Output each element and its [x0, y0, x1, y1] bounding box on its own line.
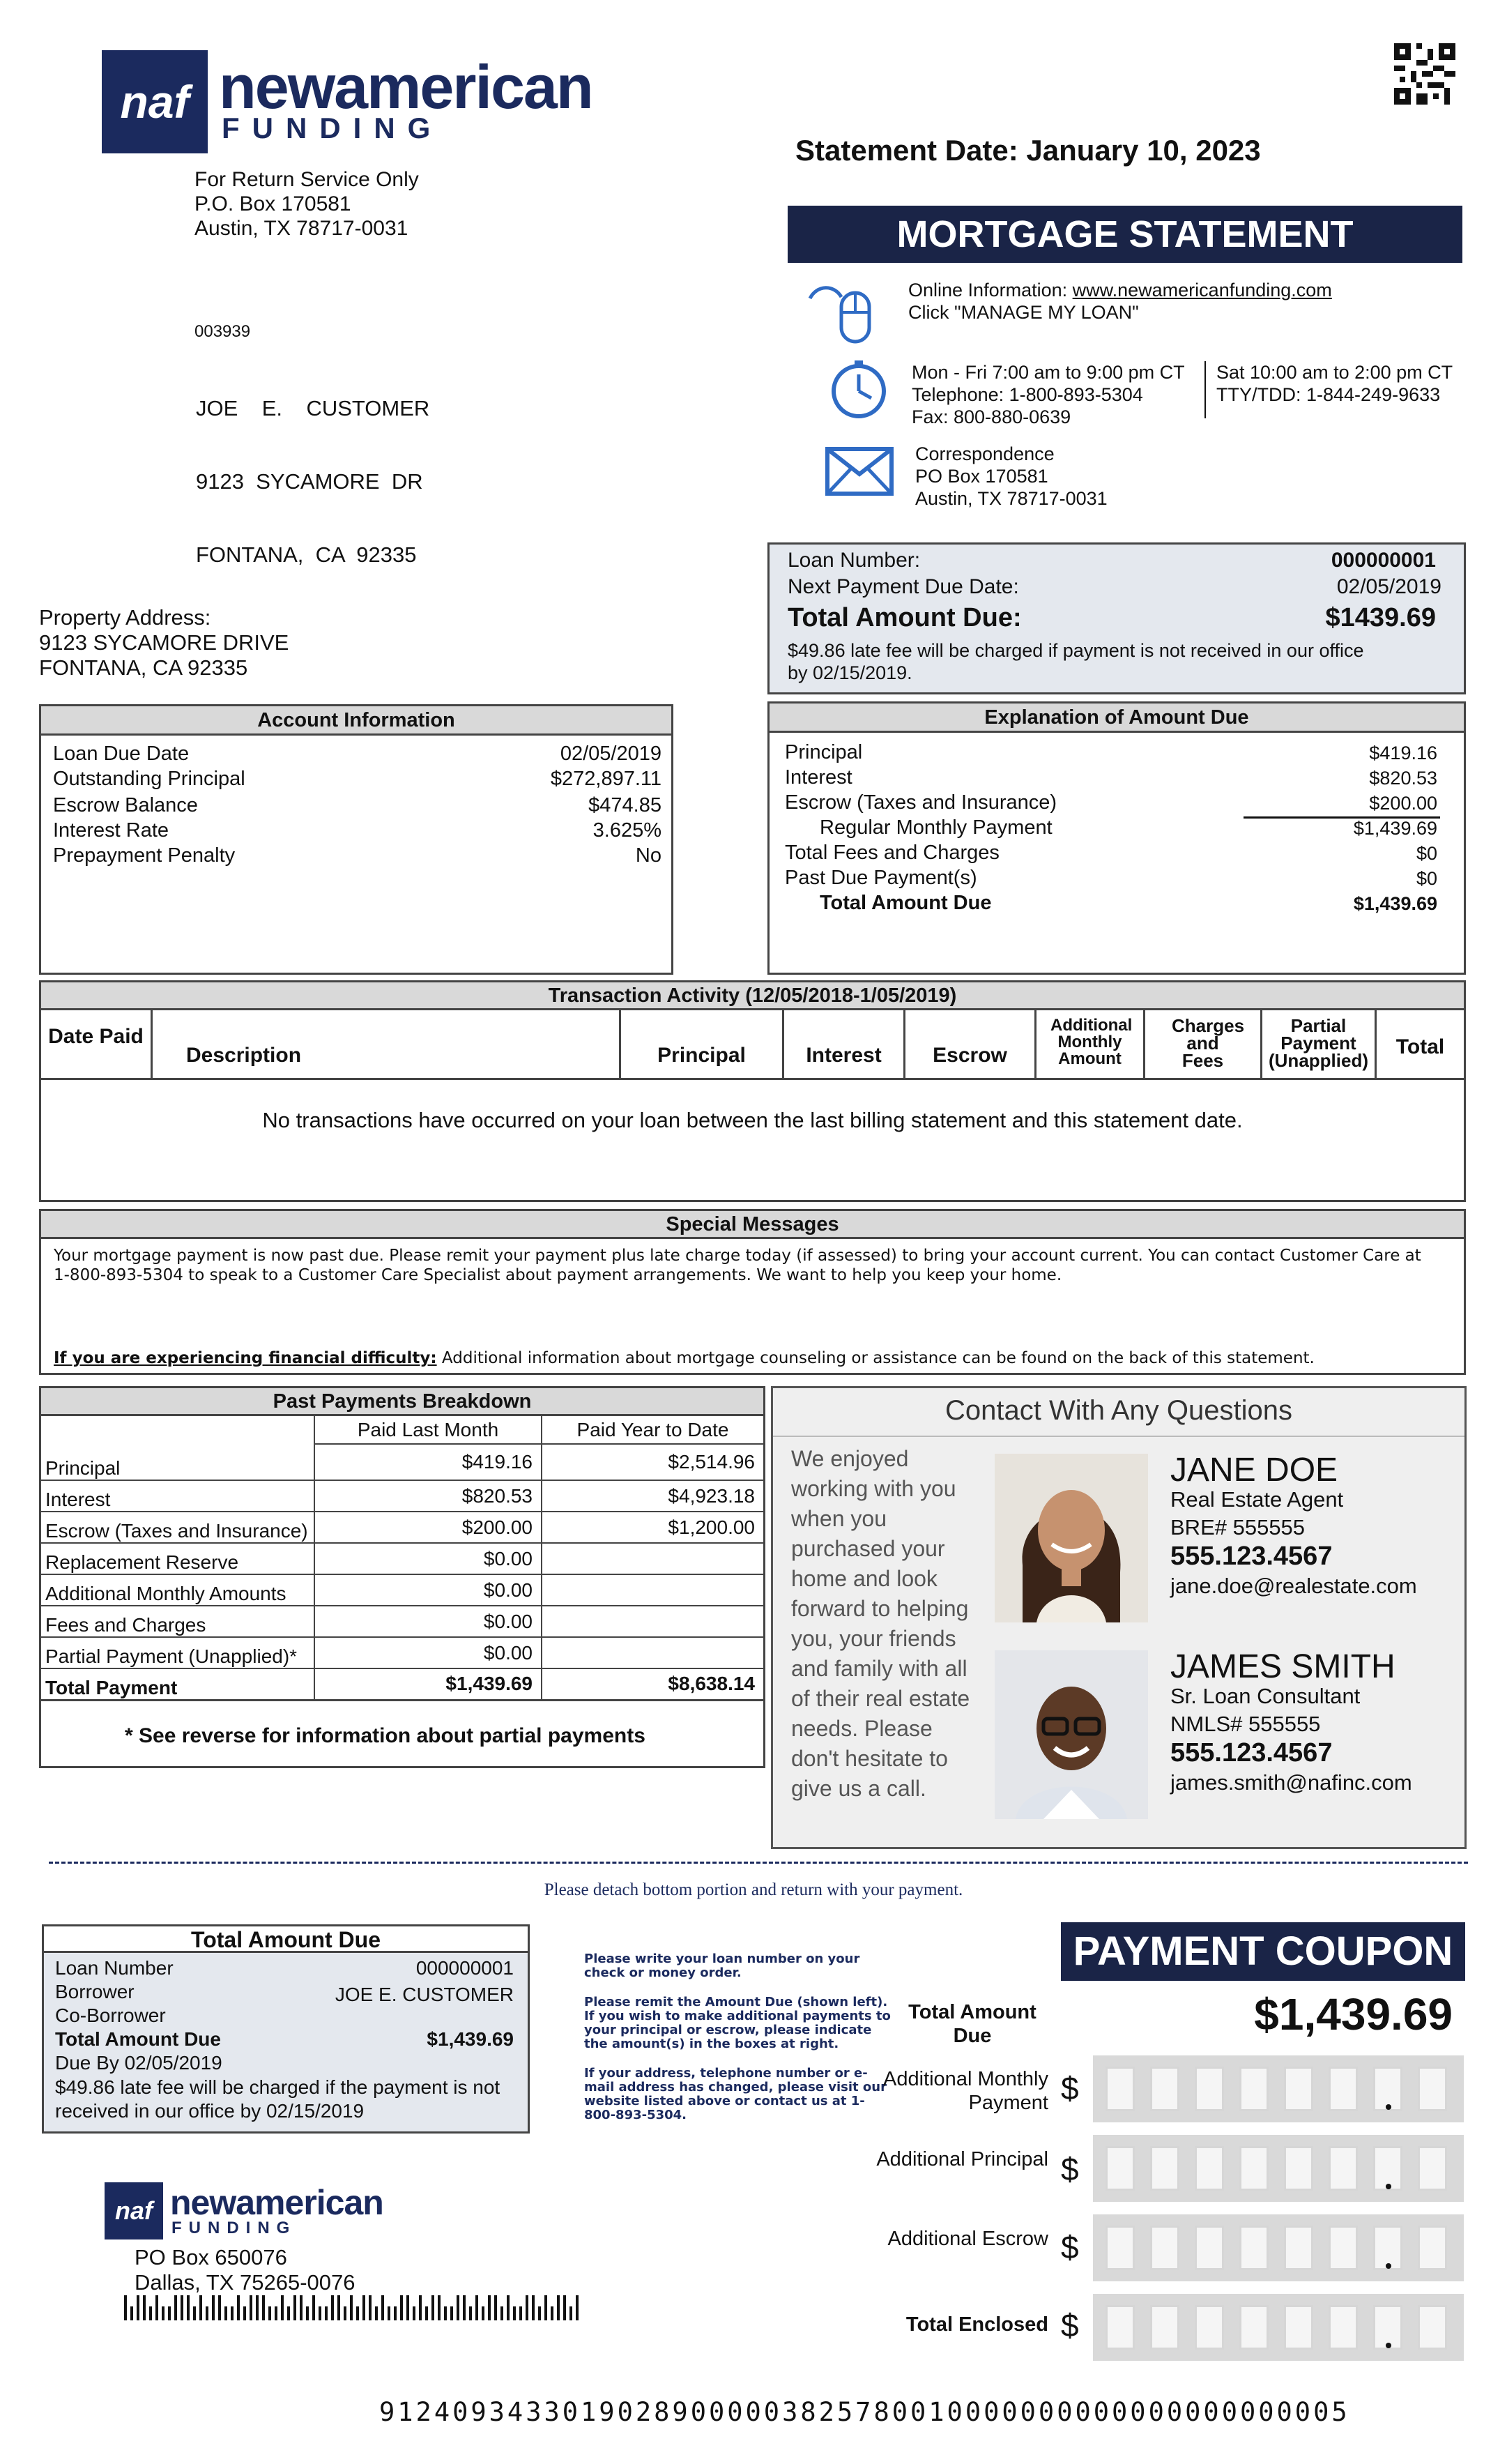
- barcode-bar: [438, 2295, 441, 2320]
- dollar-sign: $: [1061, 2229, 1079, 2265]
- total-due-amount: $1439.69: [1325, 603, 1436, 632]
- col-escrow: Escrow: [905, 1010, 1036, 1078]
- contact-name: JANE DOE: [1170, 1452, 1338, 1489]
- return-line: For Return Service Only: [194, 168, 419, 191]
- col-principal: Principal: [621, 1010, 784, 1078]
- coupon-loan-number: 000000001: [415, 1957, 514, 1979]
- return-line: Austin, TX 78717-0031: [194, 217, 408, 240]
- online-line: [908, 279, 1332, 301]
- digit-box[interactable]: [1195, 2067, 1224, 2111]
- barcode-bar: [362, 2295, 365, 2320]
- paid-last-month-header: Paid Last Month: [314, 1416, 542, 1444]
- website-link[interactable]: www.newamericanfunding.com: [1072, 280, 1332, 301]
- qr-code-icon: [1394, 43, 1455, 105]
- coupon-borrower-label: Borrower: [55, 1981, 135, 2002]
- coupon-coborrower-label: Co-Borrower: [55, 2005, 166, 2026]
- hours-line: Sat 10:00 am to 2:00 pm CT: [1216, 362, 1453, 383]
- barcode-bar: [457, 2295, 459, 2320]
- digit-box[interactable]: [1418, 2067, 1447, 2111]
- fees-amount: $0: [1416, 843, 1437, 864]
- digit-box[interactable]: [1239, 2146, 1269, 2191]
- recipient-name: JOE E. CUSTOMER: [196, 396, 430, 420]
- digit-box[interactable]: [1150, 2146, 1179, 2191]
- explanation-total-label: Total Amount Due: [820, 892, 992, 914]
- coupon-total-due-label: Total Amount Due: [908, 2001, 1036, 2047]
- barcode-bar: [563, 2295, 566, 2320]
- digit-box[interactable]: [1150, 2305, 1179, 2350]
- barcode-bar: [268, 2306, 271, 2320]
- remit-logo: [105, 2182, 418, 2241]
- barcode-bar: [375, 2306, 378, 2320]
- barcode-bar: [544, 2295, 547, 2320]
- col-charges-fees: Charges and Fees: [1145, 1010, 1262, 1078]
- explanation-title: Explanation of Amount Due: [770, 704, 1464, 733]
- contact-panel-divider: [773, 1436, 1464, 1437]
- contact-email[interactable]: jane.doe@realestate.com: [1170, 1574, 1417, 1598]
- account-information-title: Account Information: [41, 706, 671, 736]
- coupon-borrower: JOE E. CUSTOMER: [335, 1984, 514, 2005]
- transaction-header-row: [41, 1010, 1464, 1080]
- company-logo: [102, 50, 638, 155]
- barcode-bar: [500, 2306, 503, 2320]
- table-row: Replacement Reserve $0.00: [41, 1543, 763, 1574]
- barcode-bar: [431, 2295, 434, 2320]
- digit-box[interactable]: [1150, 2226, 1179, 2270]
- barcode-bar: [569, 2306, 572, 2320]
- barcode-bar: [463, 2295, 466, 2320]
- barcode-bar: [425, 2306, 428, 2320]
- digit-box[interactable]: [1418, 2146, 1447, 2191]
- logo-mark: naf: [105, 2182, 163, 2239]
- correspondence-line: Austin, TX 78717-0031: [915, 488, 1108, 509]
- contact-phone[interactable]: 555.123.4567: [1170, 1542, 1333, 1571]
- loan-summary-box: [767, 542, 1466, 694]
- barcode-bar: [526, 2295, 528, 2320]
- dollar-sign: $: [1061, 2070, 1079, 2106]
- contact-license: BRE# 555555: [1170, 1515, 1306, 1539]
- barcode-bar: [400, 2295, 403, 2320]
- contact-message: We enjoyed working with you when you purchased your home and look forward to helping you, your friends and family with all of their real estate needs. Please don't hesitate to give us a call.: [791, 1446, 970, 1801]
- barcode-bar: [231, 2306, 234, 2320]
- barcode-bar: [181, 2295, 183, 2320]
- digit-box[interactable]: [1329, 2067, 1358, 2111]
- digit-box[interactable]: [1106, 2305, 1135, 2350]
- digit-box[interactable]: [1195, 2226, 1224, 2270]
- barcode-bar: [494, 2295, 497, 2320]
- barcode-bar: [388, 2306, 390, 2320]
- barcode-bar: [557, 2295, 560, 2320]
- coupon-field-label: Additional Monthly Payment: [883, 2068, 1048, 2114]
- statement-title: MORTGAGE STATEMENT: [788, 206, 1462, 263]
- interest-rate: 3.625%: [592, 819, 661, 842]
- contact-role: Real Estate Agent: [1170, 1487, 1344, 1512]
- decimal-point: [1386, 2263, 1391, 2269]
- barcode-bar: [293, 2295, 296, 2320]
- fees-label: Total Fees and Charges: [785, 842, 1000, 864]
- digit-box[interactable]: [1284, 2305, 1313, 2350]
- loan-number: 000000001: [1331, 549, 1436, 572]
- barcode-bar: [350, 2295, 353, 2320]
- barcode-bar: [369, 2295, 372, 2320]
- prepayment-penalty: No: [635, 844, 661, 867]
- col-description: Description: [153, 1010, 621, 1078]
- barcode-bar: [513, 2306, 516, 2320]
- barcode-bar: [532, 2295, 535, 2320]
- property-address: [39, 605, 289, 680]
- past-payments-title: Past Payments Breakdown: [41, 1388, 763, 1416]
- instruction-loan-number: Please write your loan number on your check or money order.: [584, 1952, 860, 1980]
- regular-payment-label: Regular Monthly Payment: [820, 816, 1053, 839]
- col-interest: Interest: [784, 1010, 905, 1078]
- barcode-bar: [250, 2295, 252, 2320]
- digit-box[interactable]: [1418, 2305, 1447, 2350]
- digit-box[interactable]: [1329, 2226, 1358, 2270]
- digit-box[interactable]: [1239, 2067, 1269, 2111]
- barcode-bar: [262, 2295, 265, 2320]
- partial-payment-footnote: * See reverse for information about partial payments: [125, 1724, 645, 1747]
- barcode-bar: [199, 2295, 202, 2320]
- clock-icon: [828, 359, 889, 420]
- explanation-of-amount-due: [767, 701, 1466, 975]
- property-street: 9123 SYCAMORE DRIVE: [39, 630, 289, 655]
- col-partial-payment: Partial Payment (Unapplied): [1262, 1010, 1377, 1078]
- account-information: [39, 704, 673, 975]
- barcode-bar: [356, 2306, 359, 2320]
- digit-box[interactable]: [1239, 2305, 1269, 2350]
- total-enclosed-input[interactable]: [1093, 2294, 1464, 2361]
- detach-line: [49, 1862, 1468, 1864]
- instruction-remit: Please remit the Amount Due (shown left). If you wish to make additional payments to your principal or escrow, please indicate the amount(s) in the boxes at right.: [584, 1995, 891, 2051]
- envelope-icon: [825, 446, 894, 496]
- past-due-label: Past Due Payment(s): [785, 867, 977, 889]
- table-row: Principal $419.16 $2,514.96: [41, 1444, 763, 1480]
- table-row: Total Payment $1,439.69 $8,638.14: [41, 1668, 763, 1700]
- barcode-bar: [193, 2306, 196, 2320]
- hours-line: Mon - Fri 7:00 am to 9:00 pm CT: [912, 362, 1185, 383]
- barcode-bar: [576, 2295, 579, 2320]
- outstanding-principal-label: Outstanding Principal: [53, 768, 245, 790]
- contact-role: Sr. Loan Consultant: [1170, 1684, 1361, 1708]
- digit-box[interactable]: [1239, 2226, 1269, 2270]
- mailing-code: 003939: [194, 322, 251, 341]
- col-total: Total: [1395, 1035, 1445, 1058]
- decimal-point: [1386, 2184, 1391, 2189]
- barcode-bar: [419, 2295, 422, 2320]
- past-payments-breakdown: [39, 1386, 765, 1768]
- late-fee-note: $49.86 late fee will be charged if payment is not received in our office by 02/15/2019.: [788, 640, 1364, 683]
- barcode-bar: [475, 2295, 478, 2320]
- barcode-bar: [275, 2306, 277, 2320]
- barcode-bar: [149, 2306, 152, 2320]
- barcode-bar: [187, 2295, 190, 2320]
- tty-line: TTY/TDD: 1-844-249-9633: [1216, 384, 1441, 405]
- online-click: Click "MANAGE MY LOAN": [908, 302, 1139, 323]
- barcode-bar: [256, 2295, 259, 2320]
- contact-license: NMLS# 555555: [1170, 1712, 1321, 1736]
- barcode-bar: [394, 2306, 397, 2320]
- loan-due-date-label: Loan Due Date: [53, 743, 190, 765]
- logo-name: newamerican: [170, 2183, 383, 2222]
- additional-escrow-input[interactable]: [1093, 2214, 1464, 2281]
- instructions: [584, 1952, 891, 2122]
- past-due-amount: $0: [1416, 868, 1437, 889]
- avatar: [995, 1454, 1148, 1622]
- additional-principal-input[interactable]: [1093, 2135, 1464, 2202]
- barcode-bar: [469, 2306, 472, 2320]
- financial-difficulty-note: [54, 1349, 1441, 1367]
- digit-box[interactable]: [1106, 2067, 1135, 2111]
- barcode-bar: [300, 2295, 303, 2320]
- barcode-bar: [381, 2295, 384, 2320]
- interest-rate-label: Interest Rate: [53, 819, 169, 842]
- avatar: [995, 1650, 1148, 1819]
- phone-line: Telephone: 1-800-893-5304: [912, 384, 1143, 405]
- barcode-bar: [130, 2306, 133, 2320]
- barcode-bar: [218, 2295, 221, 2320]
- barcode-bar: [551, 2306, 553, 2320]
- loan-number-label: Loan Number:: [788, 549, 921, 572]
- barcode-bar: [155, 2295, 158, 2320]
- decimal-point: [1386, 2343, 1391, 2348]
- barcode-bar: [287, 2306, 290, 2320]
- remit-line: PO Box 650076: [135, 2245, 287, 2269]
- coupon-late-note: $49.86 late fee will be charged if the payment is not received in our office by 02/15/2019: [55, 2076, 500, 2122]
- barcode-bar: [538, 2306, 541, 2320]
- barcode-bar: [519, 2306, 522, 2320]
- contact-panel-title: Contact With Any Questions: [944, 1395, 1292, 1426]
- digit-box[interactable]: [1284, 2226, 1313, 2270]
- barcode-bar: [243, 2306, 246, 2320]
- digit-box[interactable]: [1284, 2146, 1313, 2191]
- barcode-bar: [224, 2306, 227, 2320]
- weekend-hours: [1216, 361, 1453, 406]
- scanline: 91240934330190289000003825780010000000000000000000005: [379, 2397, 1350, 2427]
- escrow-amount: $200.00: [1369, 793, 1437, 814]
- past-payments-table: [41, 1416, 763, 1701]
- barcode-bar: [174, 2295, 177, 2320]
- explanation-total-amount: $1,439.69: [1353, 893, 1437, 914]
- difficulty-text: Additional information about mortgage counseling or assistance can be found on the back of this statement.: [436, 1349, 1315, 1367]
- online-label: Online Information:: [908, 280, 1073, 301]
- escrow-balance: $474.85: [588, 794, 661, 816]
- instruction-address-change: If your address, telephone number or e-mail address has changed, please visit our website listed above or contact us at 1-800-893-5304.: [584, 2066, 887, 2122]
- digit-box[interactable]: [1195, 2305, 1224, 2350]
- coupon-due-by: Due By 02/05/2019: [55, 2052, 222, 2074]
- regular-payment-amount: $1,439.69: [1353, 818, 1437, 839]
- detach-note: Please detach bottom portion and return with your payment.: [544, 1880, 963, 1899]
- principal-label: Principal: [785, 741, 863, 763]
- interest-amount: $820.53: [1369, 768, 1437, 789]
- correspondence-line: PO Box 170581: [915, 466, 1048, 487]
- special-messages: [39, 1209, 1466, 1375]
- recipient-street: 9123 SYCAMORE DR: [196, 469, 423, 494]
- difficulty-label: If you are experiencing financial difficulty:: [54, 1349, 437, 1367]
- contact-email[interactable]: james.smith@nafinc.com: [1170, 1770, 1412, 1795]
- coupon-field-label: Additional Principal: [876, 2148, 1048, 2170]
- barcode-bar: [143, 2295, 146, 2320]
- table-row: Fees and Charges $0.00: [41, 1606, 763, 1637]
- table-row: Partial Payment (Unapplied)* $0.00: [41, 1637, 763, 1668]
- contact-name: JAMES SMITH: [1170, 1648, 1395, 1685]
- table-row: Escrow (Taxes and Insurance) $200.00 $1,200.00: [41, 1512, 763, 1543]
- contact-panel: [771, 1386, 1467, 1849]
- return-address: [194, 167, 419, 241]
- escrow-label: Escrow (Taxes and Insurance): [785, 791, 1057, 814]
- digit-box[interactable]: [1329, 2305, 1358, 2350]
- remit-address: [135, 2245, 355, 2295]
- loan-due-date: 02/05/2019: [560, 743, 661, 765]
- escrow-balance-label: Escrow Balance: [53, 794, 198, 816]
- barcode-bar: [168, 2306, 171, 2320]
- barcode-bar: [312, 2295, 315, 2320]
- correspondence-address: [915, 443, 1108, 510]
- coupon-summary: [42, 1924, 530, 2134]
- barcode-bar: [124, 2295, 127, 2320]
- logo-funding: FUNDING: [171, 2219, 297, 2237]
- transaction-activity: [39, 980, 1466, 1202]
- remit-line: Dallas, TX 75265-0076: [135, 2270, 355, 2295]
- barcode-bar: [306, 2306, 309, 2320]
- barcode-bar: [337, 2295, 340, 2320]
- logo-funding: FUNDING: [222, 112, 443, 144]
- coupon-field-label: Additional Escrow: [887, 2228, 1048, 2250]
- statement-date: Statement Date: January 10, 2023: [795, 134, 1261, 167]
- special-messages-body: Your mortgage payment is now past due. Please remit your payment plus late charge today (if assessed) to bring your account current. You can contact Customer Care at 1-800-893-5304 to speak to a Customer Care Specialist about payment arrangements. We want to help you keep your home.: [54, 1247, 1421, 1284]
- interest-label: Interest: [785, 766, 852, 789]
- table-row: Interest $820.53 $4,923.18: [41, 1480, 763, 1512]
- barcode-bar: [507, 2295, 510, 2320]
- barcode-bar: [281, 2295, 284, 2320]
- decimal-point: [1386, 2104, 1391, 2110]
- barcode-bar: [444, 2306, 447, 2320]
- payment-coupon-title: PAYMENT COUPON: [1061, 1922, 1465, 1981]
- next-due-label: Next Payment Due Date:: [788, 575, 1019, 598]
- online-info: [908, 279, 1332, 324]
- prepayment-penalty-label: Prepayment Penalty: [53, 844, 236, 867]
- dollar-sign: $: [1061, 2307, 1079, 2343]
- table-row: Additional Monthly Amounts $0.00: [41, 1574, 763, 1606]
- barcode-bar: [325, 2306, 328, 2320]
- total-due-label: Total Amount Due:: [788, 603, 1022, 632]
- weekday-hours: [912, 361, 1185, 428]
- transaction-title: Transaction Activity (12/05/2018-1/05/2019): [41, 982, 1464, 1010]
- fax-line: Fax: 800-880-0639: [912, 406, 1071, 427]
- coupon-total-label: Total Amount Due: [55, 2028, 221, 2050]
- barcode-bar: [319, 2306, 321, 2320]
- col-date-paid: Date Paid: [41, 1010, 153, 1078]
- additional-monthly-input[interactable]: [1093, 2055, 1464, 2122]
- paid-ytd-header: Paid Year to Date: [542, 1416, 763, 1444]
- digit-box[interactable]: [1195, 2146, 1224, 2191]
- barcode-bar: [488, 2295, 491, 2320]
- property-city: FONTANA, CA 92335: [39, 655, 248, 680]
- barcode-bar: [413, 2306, 415, 2320]
- barcode-bar: [331, 2295, 334, 2320]
- barcode-bar: [450, 2306, 453, 2320]
- barcode-bar: [237, 2295, 240, 2320]
- outstanding-principal: $272,897.11: [550, 768, 661, 790]
- mouse-icon: [803, 277, 880, 347]
- barcode-bar: [206, 2306, 208, 2320]
- next-due-date: 02/05/2019: [1336, 575, 1441, 598]
- no-transactions-message: No transactions have occurred on your loan between the last billing statement and this statement date.: [262, 1108, 1243, 1132]
- principal-amount: $419.16: [1369, 743, 1437, 763]
- coupon-loan-label: Loan Number: [55, 1957, 174, 1979]
- barcode-bar: [482, 2306, 484, 2320]
- coupon-total-due-amount: $1,439.69: [1254, 1989, 1453, 2039]
- hours-divider: [1204, 361, 1206, 418]
- dollar-sign: $: [1061, 2151, 1079, 2187]
- barcode-bar: [212, 2295, 215, 2320]
- contact-phone[interactable]: 555.123.4567: [1170, 1738, 1333, 1767]
- digit-box[interactable]: [1329, 2146, 1358, 2191]
- coupon-field-label: Total Enclosed: [905, 2313, 1048, 2336]
- recipient-address: [196, 347, 429, 591]
- recipient-city: FONTANA, CA 92335: [196, 542, 417, 567]
- digit-box[interactable]: [1150, 2067, 1179, 2111]
- barcode-bar: [406, 2295, 409, 2320]
- digit-box[interactable]: [1106, 2226, 1135, 2270]
- return-line: P.O. Box 170581: [194, 192, 351, 215]
- barcode-bar: [344, 2306, 346, 2320]
- coupon-summary-title: Total Amount Due: [44, 1926, 528, 1953]
- col-additional-monthly: Additional Monthly Amount: [1036, 1010, 1145, 1078]
- barcode-bar: [137, 2295, 139, 2320]
- logo-name: newamerican: [219, 52, 592, 121]
- coupon-total: $1,439.69: [427, 2028, 514, 2050]
- correspondence-line: Correspondence: [915, 443, 1055, 464]
- postal-barcode: [124, 2295, 647, 2323]
- digit-box[interactable]: [1106, 2146, 1135, 2191]
- digit-box[interactable]: [1284, 2067, 1313, 2111]
- barcode-bar: [162, 2306, 165, 2320]
- special-messages-title: Special Messages: [41, 1211, 1464, 1239]
- logo-mark: naf: [102, 50, 208, 153]
- property-label: Property Address:: [39, 605, 211, 630]
- digit-box[interactable]: [1418, 2226, 1447, 2270]
